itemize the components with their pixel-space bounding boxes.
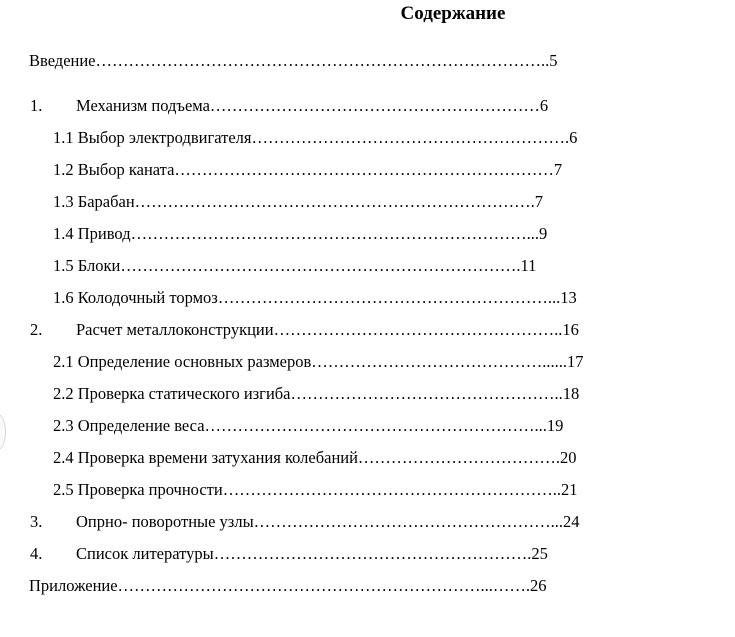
- toc-entry-text: 2.5 Проверка прочности……………………………………………………..21: [53, 480, 578, 499]
- page-edge-marker: [0, 414, 6, 450]
- toc-entry-1-3: [53, 192, 543, 212]
- toc-entry-1-2: [53, 160, 562, 180]
- toc-entry-text: 2.4 Проверка времени затухания колебаний……………………………….20: [53, 448, 577, 467]
- toc-entry-appendix: [29, 576, 547, 596]
- toc-entry-1-6: [53, 288, 577, 308]
- toc-entry-text: 2.1 Определение основных размеров……………………………………......17: [53, 352, 584, 371]
- toc-entry-number: 4.: [30, 544, 43, 563]
- toc-entry-text: 2.2 Проверка статического изгиба…………………………………………..18: [53, 384, 580, 403]
- toc-entry-introduction: [29, 51, 558, 71]
- toc-entry-2: [30, 320, 579, 340]
- toc-entry-text: 1.4 Привод………………………………………………………………...9: [53, 224, 548, 243]
- toc-entry-text: 1.1 Выбор электродвигателя………………………………………………….6: [53, 128, 578, 147]
- toc-entry-text: 1.2 Выбор каната……………………………………………………………7: [53, 160, 563, 179]
- toc-entry-text: Механизм подъема……………………………………………………6: [76, 96, 549, 115]
- toc-entry-text: 1.6 Колодочный тормоз……………………………………………………...13: [53, 288, 577, 307]
- toc-entry-number: 2.: [30, 320, 43, 339]
- toc-entry-text: Опрно- поворотные узлы………………………………………………...24: [76, 512, 580, 531]
- toc-entry-2-2: [53, 384, 579, 404]
- toc-entry-1-1: [53, 128, 577, 148]
- toc-entry-1-5: [53, 256, 536, 276]
- toc-entry-3: [30, 512, 580, 532]
- toc-entry-text: 2.3 Определение веса……………………………………………………...19: [53, 416, 564, 435]
- toc-entry-1: [30, 96, 548, 116]
- toc-entry-text: 1.5 Блоки……………………………………………………………….11: [53, 256, 537, 275]
- toc-entry-number: 3.: [30, 512, 43, 531]
- toc-entry-text: Список литературы………………………………………………….25: [76, 544, 548, 563]
- toc-entry-text: Расчет металлоконструкции……………………………………………..16: [76, 320, 579, 339]
- toc-entry-text: Приложение…………………………………………………………...…….26: [29, 576, 547, 595]
- toc-entry-text: 1.3 Барабан……………………………………………………………….7: [53, 192, 544, 211]
- toc-entry-text: Введение………………………………………………………………………..5: [29, 51, 558, 70]
- toc-entry-2-4: [53, 448, 577, 468]
- toc-entry-2-1: [53, 352, 584, 372]
- toc-entry-2-5: [53, 480, 577, 500]
- page-title: Содержание: [400, 3, 506, 24]
- toc-entry-4: [30, 544, 548, 564]
- toc-entry-number: 1.: [30, 96, 43, 115]
- toc-entry-2-3: [53, 416, 563, 436]
- toc-entry-1-4: [53, 224, 547, 244]
